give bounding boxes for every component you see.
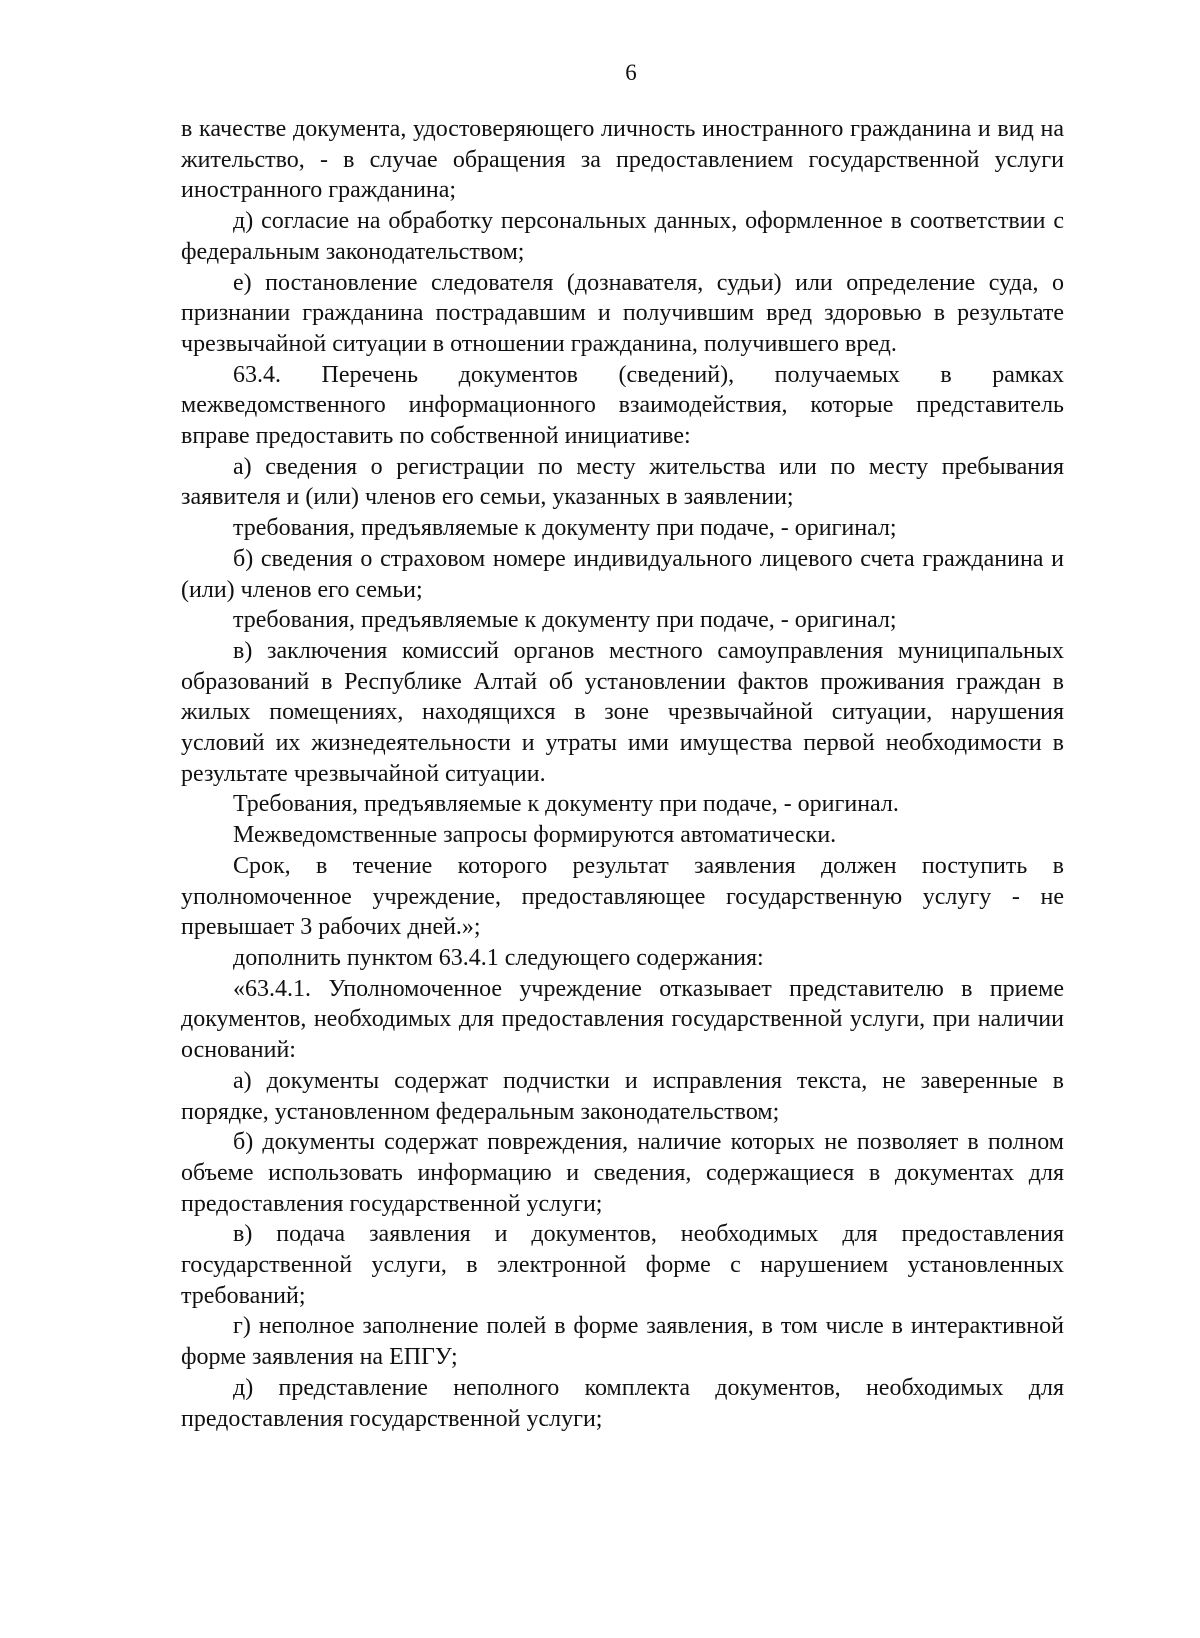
document-body: [181, 114, 1064, 1434]
paragraph: Требования, предъявляемые к документу при подаче, - оригинал.: [233, 791, 899, 818]
paragraph: Срок, в течение которого результат заявления должен поступить в уполномоченное учреждение, предоставляющее государственную услугу - не превышает 3 рабочих дней.»;: [181, 852, 1064, 941]
paragraph: е) постановление следователя (дознавателя, судьи) или определение суда, о признании гражданина пострадавшим и получившим вред здоровью в результате чрезвычайной ситуации в отношении гражданина, получившего вред.: [181, 269, 1064, 357]
paragraph: в качестве документа, удостоверяющего личность иностранного гражданина и вид на жительство, - в случае обращения за предоставлением государственной услуги иностранного гражданина;: [181, 116, 1064, 204]
page-number: 6: [625, 60, 637, 85]
paragraph: «63.4.1. Уполномоченное учреждение отказывает представителю в приеме документов, необходимых для предоставления государственной услуги, при наличии оснований:: [181, 975, 1064, 1064]
paragraph: б) сведения о страховом номере индивидуального лицевого счета гражданина и (или) членов его семьи;: [181, 545, 1064, 603]
paragraph: в) подача заявления и документов, необходимых для предоставления государственной услуги, в электронной форме с нарушением установленных требований;: [181, 1221, 1064, 1309]
paragraph: дополнить пунктом 63.4.1 следующего содержания:: [233, 944, 764, 971]
paragraph: в) заключения комиссий органов местного самоуправления муниципальных образований в Республике Алтай об установлении фактов проживания граждан в жилых помещениях, находящихся в зоне чрезвычайной ситуации, нарушения условий их жизнедеятельности и утраты ими имущества первой необходимости в результате чрезвычайной ситуации.: [181, 637, 1064, 787]
paragraph: 63.4. Перечень документов (сведений), получаемых в рамках межведомственного информационного взаимодействия, которые представитель вправе предоставить по собственной инициативе:: [181, 361, 1064, 450]
paragraph: г) неполное заполнение полей в форме заявления, в том числе в интерактивной форме заявления на ЕПГУ;: [181, 1313, 1064, 1371]
paragraph: а) сведения о регистрации по месту жительства или по месту пребывания заявителя и (или) членов его семьи, указанных в заявлении;: [181, 453, 1064, 511]
paragraph: требования, предъявляемые к документу при подаче, - оригинал;: [233, 607, 897, 634]
paragraph: б) документы содержат повреждения, наличие которых не позволяет в полном объеме использовать информацию и сведения, содержащиеся в документах для предоставления государственной услуги;: [181, 1129, 1064, 1217]
paragraph: а) документы содержат подчистки и исправления текста, не заверенные в порядке, установленном федеральным законодательством;: [181, 1067, 1064, 1125]
paragraph: д) представление неполного комплекта документов, необходимых для предоставления государственной услуги;: [181, 1374, 1064, 1432]
paragraph: Межведомственные запросы формируются автоматически.: [233, 822, 837, 849]
paragraph: д) согласие на обработку персональных данных, оформленное в соответствии с федеральным законодательством;: [181, 208, 1064, 265]
paragraph: требования, предъявляемые к документу при подаче, - оригинал;: [233, 515, 897, 542]
